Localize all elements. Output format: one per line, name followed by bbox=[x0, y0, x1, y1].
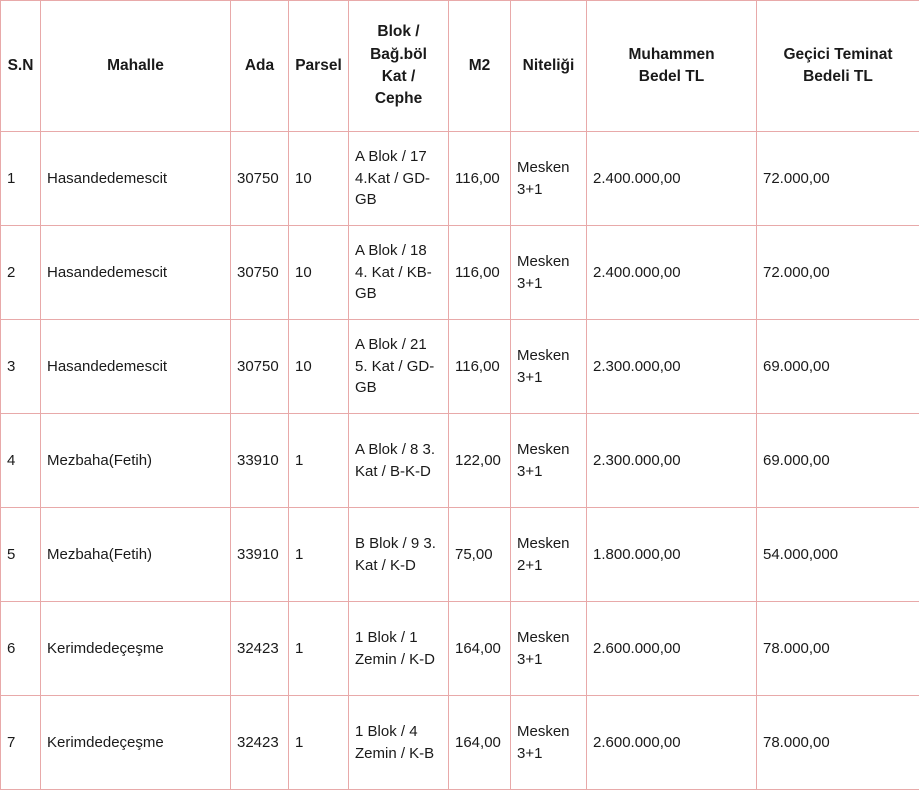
cell-nitelik bbox=[511, 414, 587, 508]
cell-m2: 164,00 bbox=[449, 602, 511, 696]
cell-nitelik-line-2: 3+1 bbox=[517, 367, 580, 389]
cell-m2: 116,00 bbox=[449, 320, 511, 414]
cell-nitelik bbox=[511, 696, 587, 790]
cell-nitelik bbox=[511, 132, 587, 226]
cell-blok: B Blok / 9 3. Kat / K-D bbox=[349, 508, 449, 602]
cell-blok: A Blok / 21 5. Kat / GD-GB bbox=[349, 320, 449, 414]
cell-sn: 7 bbox=[1, 696, 41, 790]
cell-nitelik-line-2: 3+1 bbox=[517, 273, 580, 295]
table-row bbox=[1, 132, 919, 226]
cell-gecici-teminat: 78.000,00 bbox=[757, 696, 919, 790]
column-header-parsel: Parsel bbox=[289, 1, 349, 132]
cell-muhammen-bedel: 2.600.000,00 bbox=[587, 602, 757, 696]
cell-blok: A Blok / 17 4.Kat / GD-GB bbox=[349, 132, 449, 226]
cell-muhammen-bedel: 2.300.000,00 bbox=[587, 320, 757, 414]
column-header-muhammen-line-1: Muhammen bbox=[593, 44, 750, 66]
cell-nitelik bbox=[511, 320, 587, 414]
column-header-mahalle: Mahalle bbox=[41, 1, 231, 132]
cell-nitelik-line-1: Mesken bbox=[517, 157, 580, 179]
cell-gecici-teminat: 72.000,00 bbox=[757, 132, 919, 226]
column-header-ada: Ada bbox=[231, 1, 289, 132]
cell-m2: 75,00 bbox=[449, 508, 511, 602]
cell-muhammen-bedel: 2.300.000,00 bbox=[587, 414, 757, 508]
cell-nitelik-line-1: Mesken bbox=[517, 439, 580, 461]
cell-parsel: 10 bbox=[289, 320, 349, 414]
cell-parsel: 1 bbox=[289, 602, 349, 696]
cell-muhammen-bedel: 1.800.000,00 bbox=[587, 508, 757, 602]
cell-mahalle: Hasandedemescit bbox=[41, 132, 231, 226]
table-row bbox=[1, 508, 919, 602]
cell-ada: 32423 bbox=[231, 602, 289, 696]
table-row bbox=[1, 226, 919, 320]
cell-nitelik bbox=[511, 226, 587, 320]
cell-sn: 5 bbox=[1, 508, 41, 602]
table-header bbox=[1, 1, 919, 132]
column-header-gecici-line-1: Geçici Teminat bbox=[763, 44, 913, 66]
cell-gecici-teminat: 78.000,00 bbox=[757, 602, 919, 696]
column-header-muhammen-bedel bbox=[587, 1, 757, 132]
cell-mahalle: Mezbaha(Fetih) bbox=[41, 414, 231, 508]
cell-ada: 30750 bbox=[231, 226, 289, 320]
cell-ada: 33910 bbox=[231, 414, 289, 508]
cell-sn: 6 bbox=[1, 602, 41, 696]
column-header-blok-line-2: Bağ.böl bbox=[355, 44, 442, 66]
cell-muhammen-bedel: 2.400.000,00 bbox=[587, 226, 757, 320]
column-header-blok-line-1: Blok / bbox=[355, 21, 442, 43]
cell-nitelik bbox=[511, 508, 587, 602]
cell-parsel: 1 bbox=[289, 508, 349, 602]
cell-ada: 30750 bbox=[231, 132, 289, 226]
cell-parsel: 1 bbox=[289, 696, 349, 790]
cell-nitelik-line-1: Mesken bbox=[517, 533, 580, 555]
cell-nitelik-line-2: 3+1 bbox=[517, 743, 580, 765]
cell-gecici-teminat: 69.000,00 bbox=[757, 320, 919, 414]
cell-sn: 3 bbox=[1, 320, 41, 414]
column-header-blok-line-4: Cephe bbox=[355, 88, 442, 110]
cell-nitelik-line-2: 2+1 bbox=[517, 555, 580, 577]
cell-parsel: 10 bbox=[289, 226, 349, 320]
cell-sn: 2 bbox=[1, 226, 41, 320]
table-row bbox=[1, 696, 919, 790]
cell-blok: A Blok / 18 4. Kat / KB-GB bbox=[349, 226, 449, 320]
cell-mahalle: Kerimdedeçeşme bbox=[41, 696, 231, 790]
cell-mahalle: Mezbaha(Fetih) bbox=[41, 508, 231, 602]
table-body bbox=[1, 132, 919, 790]
cell-m2: 116,00 bbox=[449, 132, 511, 226]
cell-blok: 1 Blok / 4 Zemin / K-B bbox=[349, 696, 449, 790]
cell-mahalle: Kerimdedeçeşme bbox=[41, 602, 231, 696]
cell-blok: 1 Blok / 1 Zemin / K-D bbox=[349, 602, 449, 696]
column-header-blok-line-3: Kat / bbox=[355, 66, 442, 88]
cell-nitelik-line-2: 3+1 bbox=[517, 649, 580, 671]
cell-ada: 32423 bbox=[231, 696, 289, 790]
cell-m2: 164,00 bbox=[449, 696, 511, 790]
cell-parsel: 1 bbox=[289, 414, 349, 508]
cell-m2: 116,00 bbox=[449, 226, 511, 320]
cell-blok: A Blok / 8 3. Kat / B-K-D bbox=[349, 414, 449, 508]
column-header-gecici-line-2: Bedeli TL bbox=[763, 66, 913, 88]
cell-m2: 122,00 bbox=[449, 414, 511, 508]
column-header-m2: M2 bbox=[449, 1, 511, 132]
table-row bbox=[1, 602, 919, 696]
cell-nitelik-line-2: 3+1 bbox=[517, 179, 580, 201]
table-row bbox=[1, 414, 919, 508]
cell-ada: 30750 bbox=[231, 320, 289, 414]
cell-nitelik-line-1: Mesken bbox=[517, 251, 580, 273]
cell-muhammen-bedel: 2.600.000,00 bbox=[587, 696, 757, 790]
column-header-nitelik: Niteliği bbox=[511, 1, 587, 132]
cell-gecici-teminat: 54.000,000 bbox=[757, 508, 919, 602]
cell-nitelik-line-1: Mesken bbox=[517, 627, 580, 649]
cell-nitelik-line-2: 3+1 bbox=[517, 461, 580, 483]
cell-gecici-teminat: 69.000,00 bbox=[757, 414, 919, 508]
cell-muhammen-bedel: 2.400.000,00 bbox=[587, 132, 757, 226]
cell-nitelik bbox=[511, 602, 587, 696]
column-header-gecici-teminat bbox=[757, 1, 919, 132]
cell-sn: 4 bbox=[1, 414, 41, 508]
column-header-muhammen-line-2: Bedel TL bbox=[593, 66, 750, 88]
column-header-sn: S.N bbox=[1, 1, 41, 132]
cell-ada: 33910 bbox=[231, 508, 289, 602]
table-header-row bbox=[1, 1, 919, 132]
table-row bbox=[1, 320, 919, 414]
cell-nitelik-line-1: Mesken bbox=[517, 721, 580, 743]
cell-mahalle: Hasandedemescit bbox=[41, 320, 231, 414]
column-header-blok bbox=[349, 1, 449, 132]
cell-sn: 1 bbox=[1, 132, 41, 226]
cell-parsel: 10 bbox=[289, 132, 349, 226]
cell-mahalle: Hasandedemescit bbox=[41, 226, 231, 320]
cell-gecici-teminat: 72.000,00 bbox=[757, 226, 919, 320]
cell-nitelik-line-1: Mesken bbox=[517, 345, 580, 367]
